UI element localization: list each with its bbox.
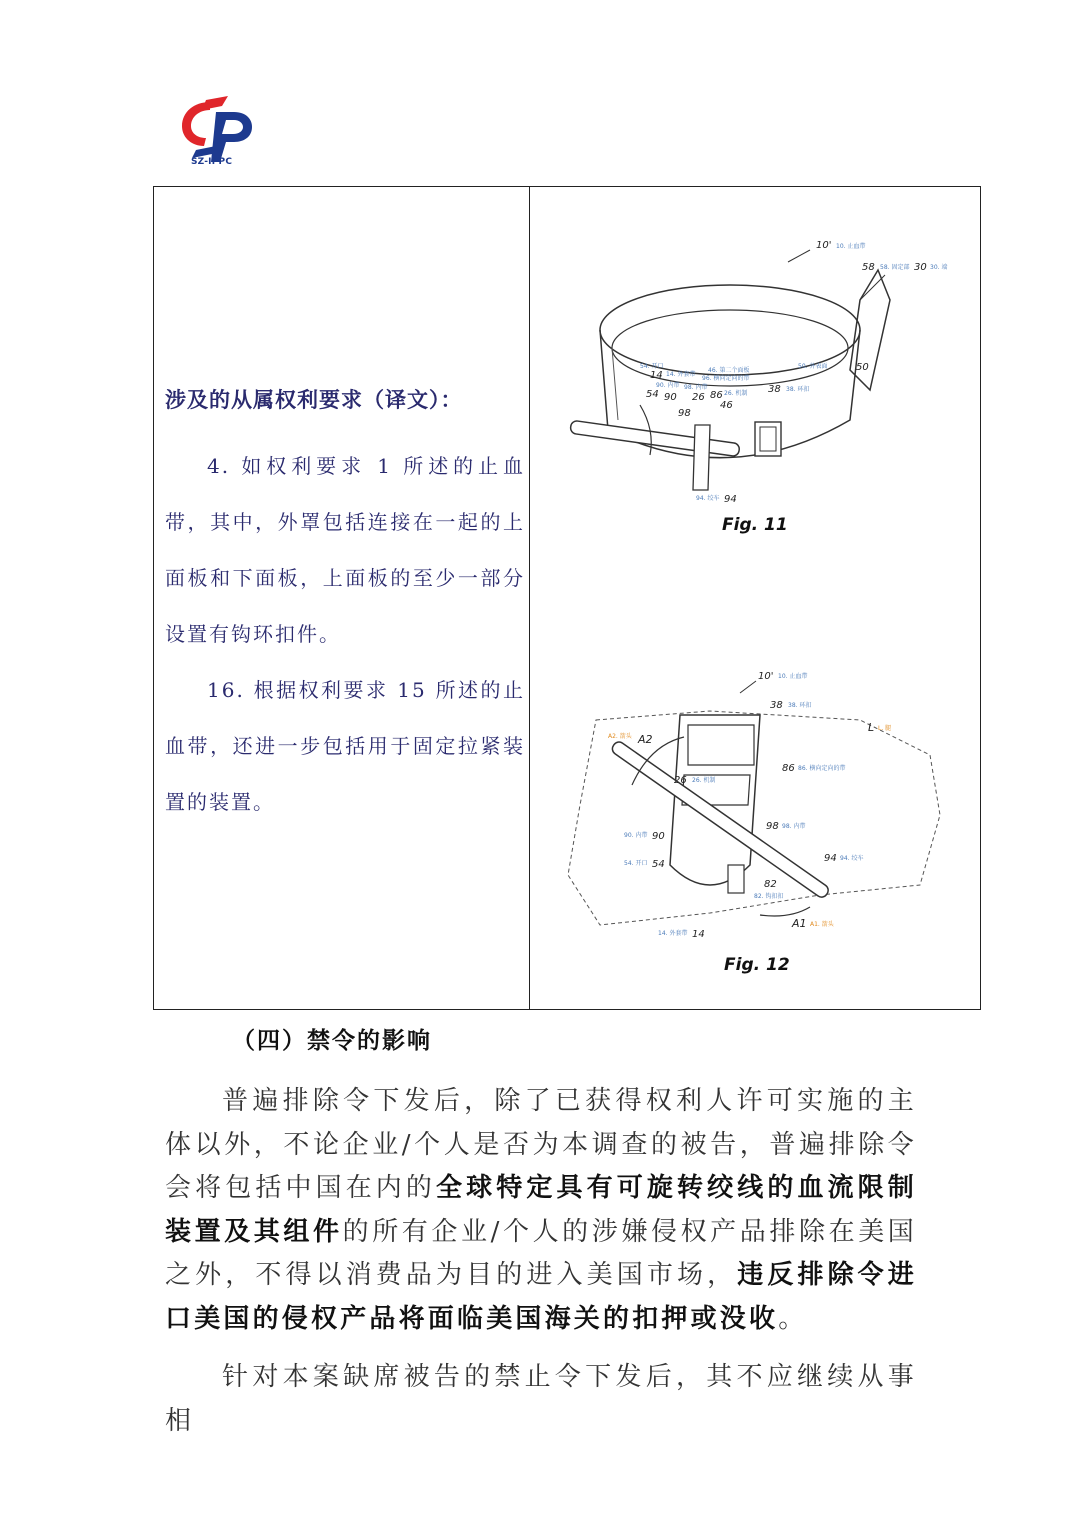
- fig11-label-14: 14: [650, 370, 663, 381]
- body-paragraph-1: [165, 1080, 917, 1341]
- fig11-label-30: 30: [914, 262, 927, 273]
- fig11-note-26: 26. 机制: [724, 390, 748, 397]
- fig12-note-26: 26. 机制: [692, 777, 716, 784]
- fig12-label-A1: A1: [792, 917, 807, 930]
- fig12-label-94: 94: [824, 853, 837, 864]
- fig11-note-96: 96. 横向定向的带: [702, 375, 750, 382]
- fig12-label-86: 86: [782, 763, 795, 774]
- fig11-note-58: 58. 固定部: [880, 264, 910, 271]
- fig12-note-A1: A1. 箭头: [810, 921, 834, 928]
- fig12-label-54: 54: [652, 859, 665, 870]
- fig12-note-54: 54. 开口: [624, 860, 648, 867]
- fig12-label-82: 82: [764, 879, 777, 890]
- table-column-divider: [529, 186, 530, 1010]
- fig12-note-14: 14. 外套带: [658, 930, 688, 937]
- fig12-note-L: L. 腿: [878, 725, 892, 732]
- claim-16-text: 16. 根据权利要求 15 所述的止血带，还进一步包括用于固定拉紧装置的装置。: [165, 678, 525, 814]
- fig12-note-86: 86. 横向定向的带: [798, 765, 846, 772]
- fig11-note-30: 30. 端: [930, 264, 948, 271]
- fig12-note-10: 10. 止血带: [778, 673, 808, 680]
- p1-bold-2: 违反排除令进口美国的侵权产品将面临美国海关的扣押或没收: [165, 1260, 917, 1334]
- fig-11-caption: Fig. 11: [722, 515, 788, 535]
- fig12-note-94: 94. 绞车: [840, 855, 864, 862]
- figure-12: [560, 665, 950, 945]
- fig12-note-82: 82. 钩扣扣: [754, 893, 784, 900]
- p1-text-2: 的所有企业/个人的涉嫌侵权产品排除在美国之外，不得以消费品为目的进入美国市场，: [165, 1216, 917, 1290]
- fig11-note-38: 38. 环扣: [786, 386, 810, 393]
- p1-text-3: 。: [778, 1303, 808, 1334]
- fig11-note-10: 10. 止血带: [836, 243, 866, 250]
- fig11-note-14: 14. 外套带: [666, 371, 696, 378]
- fig12-label-A2: A2: [638, 733, 653, 746]
- p1-text-1: 普遍排除令下发后，除了已获得权利人许可实施的主体以外，不论企业/个人是否为本调查的被告，普遍排除令会将包括中国在内的: [165, 1086, 917, 1203]
- fig11-label-94: 94: [724, 494, 737, 505]
- fig11-note-98: 98. 内带: [684, 384, 708, 391]
- fig11-note-90: 90. 内带: [656, 382, 680, 389]
- figure-11: [560, 230, 960, 520]
- fig11-label-54: 54: [646, 389, 659, 400]
- fig12-label-26: 26: [674, 775, 687, 786]
- dependent-claims-cell: [165, 380, 525, 830]
- fig12-label-L: L: [868, 721, 875, 734]
- fig12-note-98: 98. 内带: [782, 823, 806, 830]
- fig12-label-38: 38: [770, 700, 783, 711]
- fig11-label-10: 10': [816, 240, 832, 251]
- fig11-label-26: 26: [692, 392, 705, 403]
- body-paragraph-2: [165, 1356, 917, 1443]
- fig12-label-90: 90: [652, 831, 665, 842]
- fig12-label-98: 98: [766, 821, 779, 832]
- fig11-label-90: 90: [664, 392, 677, 403]
- fig11-label-86: 86: [710, 390, 723, 401]
- fig-12-caption: Fig. 12: [724, 955, 790, 975]
- logo-text: SZ-IPPC: [191, 157, 233, 167]
- fig12-label-14: 14: [692, 929, 705, 940]
- claim-4: [165, 438, 525, 662]
- fig12-note-A2: A2. 箭头: [608, 733, 632, 740]
- fig11-label-58: 58: [862, 262, 875, 273]
- p2-text: 针对本案缺席被告的禁止令下发后，其不应继续从事相: [165, 1362, 917, 1436]
- dependent-claims-heading: 涉及的从属权利要求（译文）：: [165, 387, 463, 412]
- fig11-label-38: 38: [768, 384, 781, 395]
- fig11-label-50: 50: [856, 362, 869, 373]
- fig11-note-50: 50. 外表面: [798, 363, 828, 370]
- fig12-label-10: 10': [758, 671, 774, 682]
- fig12-note-90: 90. 内带: [624, 832, 648, 839]
- fig12-note-38: 38. 环扣: [788, 702, 812, 709]
- fig11-label-98: 98: [678, 408, 691, 419]
- p1-bold-1: 全球特定具有可旋转绞线的血流限制装置及其组件: [165, 1173, 917, 1247]
- fig11-note-54: 54. 开口: [640, 363, 664, 370]
- claim-16: [165, 662, 525, 830]
- section-heading: （四）禁令的影响: [232, 1027, 432, 1054]
- fig11-note-46: 46. 第二个面板: [708, 367, 750, 374]
- fig11-label-46: 46: [720, 400, 733, 411]
- claim-4-text: 4. 如权利要求 1 所述的止血带，其中，外罩包括连接在一起的上面板和下面板，上面板的至少一部分设置有钩环扣件。: [165, 454, 525, 646]
- fig11-note-94: 94. 绞车: [696, 495, 720, 502]
